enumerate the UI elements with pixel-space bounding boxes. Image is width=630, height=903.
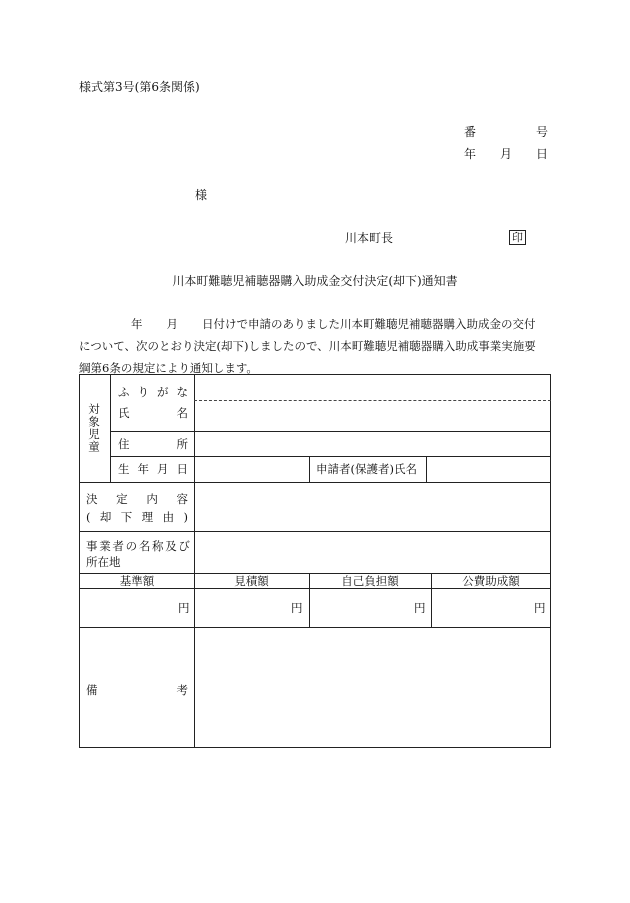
furigana-label: ふ り が な xyxy=(118,385,188,399)
addressee-suffix: 様 xyxy=(195,188,208,202)
col-standard-amount: 基準額 xyxy=(119,574,155,588)
body-month: 月 xyxy=(166,317,178,331)
seal-mark: 印 xyxy=(509,230,526,245)
date-day-label: 日 xyxy=(536,147,549,161)
col-public-subsidy-amount: 公費助成額 xyxy=(462,574,520,588)
yen-self-pay: 円 xyxy=(414,601,426,615)
body-line-1 xyxy=(79,313,551,335)
applicant-name-label: 申請者(保護者)氏名 xyxy=(316,462,417,476)
form-number: 様式第3号(第6条関係) xyxy=(79,80,200,94)
number-label-right: 号 xyxy=(536,125,549,139)
decision-label: 決 定 内 容 xyxy=(86,492,188,506)
birthdate-label: 生 年 月 日 xyxy=(118,462,188,476)
rejection-reason-label: ( 却 下 理 由 ) xyxy=(86,510,188,524)
address-label: 住 所 xyxy=(118,437,188,451)
yen-estimate: 円 xyxy=(291,601,303,615)
remarks-label: 備 考 xyxy=(86,683,188,697)
body-line-3: 綱第6条の規定により通知します。 xyxy=(79,361,258,375)
notice-table xyxy=(79,374,551,748)
body-year: 年 xyxy=(131,317,143,331)
col-estimate-amount: 見積額 xyxy=(234,574,269,588)
document-title: 川本町難聴児補聴器購入助成金交付決定(却下)通知書 xyxy=(172,274,458,288)
yen-public-subsidy: 円 xyxy=(534,601,546,615)
body-line-2: について、次のとおり決定(却下)しましたので、川本町難聴児補聴器購入助成事業実施要 xyxy=(79,339,536,353)
name-label: 氏 名 xyxy=(118,406,188,420)
yen-standard: 円 xyxy=(178,601,190,615)
body-paragraph xyxy=(79,313,551,379)
date-year-label: 年 xyxy=(464,147,477,161)
business-location-label: 所在地 xyxy=(86,555,121,569)
issuer-title: 川本町長 xyxy=(345,231,394,245)
business-name-label: 事 業 者 の 名 称 及 び xyxy=(86,539,190,553)
body-line-1-text: 日付けで申請のありました川本町難聴児補聴器購入助成金の交付 xyxy=(202,317,536,331)
subject-child-label: 対象児童 xyxy=(87,403,101,453)
col-self-pay-amount: 自己負担額 xyxy=(341,574,399,588)
date-month-label: 月 xyxy=(500,147,513,161)
number-label-left: 番 xyxy=(464,125,477,139)
